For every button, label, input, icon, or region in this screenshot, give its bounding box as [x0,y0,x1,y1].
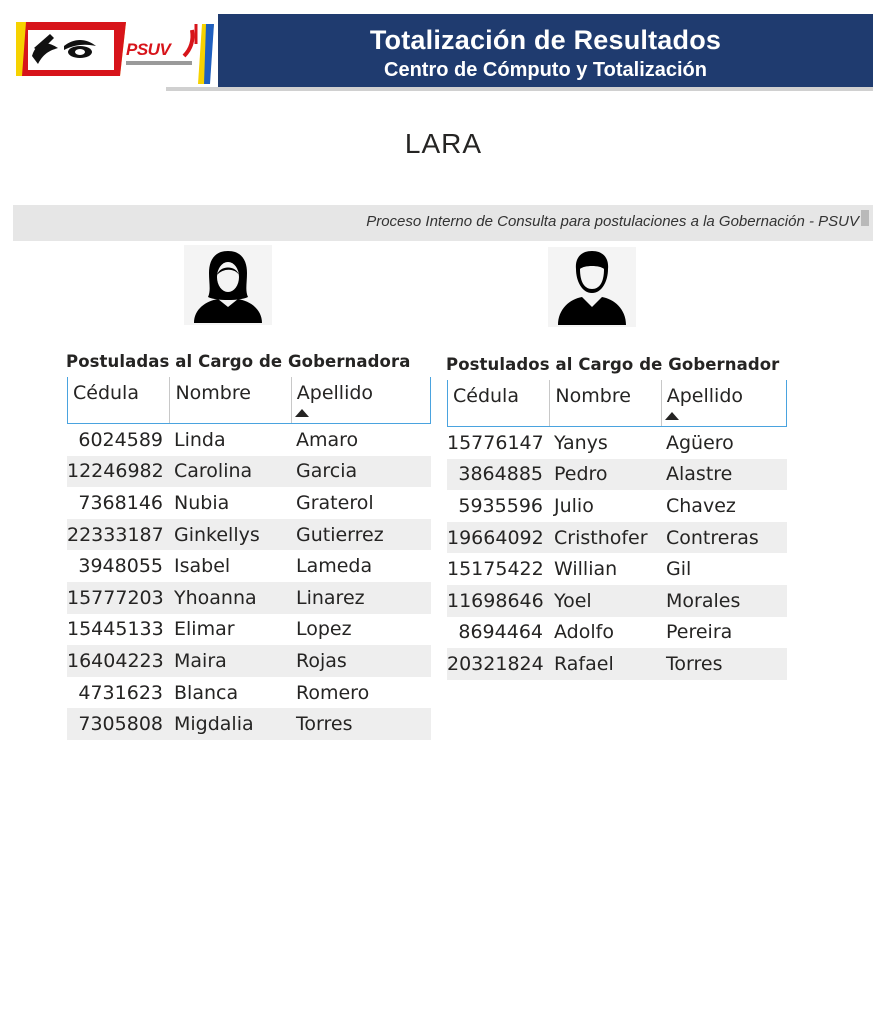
table-row[interactable] [447,585,787,617]
cell-nombre: Isabel [174,555,231,578]
cell-nombre: Pedro [554,463,608,486]
cell-cedula: 12246982 [67,460,164,483]
cell-nombre: Yanys [554,431,608,454]
psuv-logo-text: PSUV [126,40,171,59]
table-header [67,377,431,424]
cell-cedula: 19664092 [447,526,544,549]
table-row[interactable] [67,614,431,646]
column-header-apellido[interactable] [291,377,430,423]
table-row[interactable] [67,519,431,551]
cell-nombre: Linda [174,428,226,451]
column-header-label: Apellido [666,385,744,407]
header-title: Totalización de Resultados [369,25,722,55]
sort-ascending-icon [295,409,309,417]
banner-scroll-handle[interactable] [861,210,869,226]
column-header-label: Apellido [296,382,374,404]
cell-apellido: Lopez [296,618,352,641]
psuv-flag-logo-icon [14,20,132,76]
cell-apellido: Graterol [296,491,374,514]
cell-nombre: Yhoanna [174,586,257,609]
male-user-icon [548,247,636,327]
cell-apellido: Amaro [296,428,359,451]
table-row[interactable] [447,553,787,585]
cell-nombre: Carolina [174,460,253,483]
cell-cedula: 7368146 [78,491,163,514]
cell-cedula: 15776147 [447,431,544,454]
table-row[interactable] [67,645,431,677]
column-header-cedula[interactable]: Cédula [73,382,139,404]
cell-cedula: 15777203 [67,586,164,609]
cell-cedula: 20321824 [447,652,544,675]
column-header-apellido[interactable] [661,380,786,426]
cell-cedula: 4731623 [78,681,163,704]
cell-apellido: Torres [296,713,353,736]
header-divider [166,87,873,91]
cell-apellido: Pereira [666,621,733,644]
female-table-body [67,424,431,740]
table-row[interactable] [67,550,431,582]
cell-apellido: Contreras [666,526,759,549]
table-header [447,380,787,427]
cell-cedula: 15175422 [447,558,544,581]
table-row[interactable] [447,427,787,459]
column-header-nombre[interactable]: Nombre [169,377,290,423]
female-candidates-table [67,377,431,740]
male-candidates-table [447,380,787,680]
column-header-nombre[interactable]: Nombre [549,380,660,426]
male-table-title: Postulados al Cargo de Gobernador [446,355,780,374]
table-row[interactable] [447,522,787,554]
cell-cedula: 16404223 [67,649,164,672]
cell-apellido: Alastre [666,463,733,486]
cell-apellido: Agüero [666,431,734,454]
psuv-logo [14,14,214,88]
header-subtitle: Centro de Cómputo y Totalización [384,59,707,81]
cell-cedula: 15445133 [67,618,164,641]
female-user-icon [184,245,272,325]
table-row[interactable] [67,487,431,519]
cell-apellido: Romero [296,681,370,704]
cell-nombre: Julio [554,494,594,517]
flag-stripes-logo-icon [168,20,214,84]
cell-nombre: Willian [554,558,618,581]
cell-apellido: Gil [666,558,692,581]
female-table-title: Postuladas al Cargo de Gobernadora [66,352,411,371]
cell-nombre: Elimar [174,618,235,641]
table-row[interactable] [447,490,787,522]
cell-cedula: 5935596 [458,494,543,517]
cell-cedula: 8694464 [458,621,543,644]
cell-apellido: Gutierrez [296,523,384,546]
cell-nombre: Blanca [174,681,239,704]
cell-cedula: 22333187 [67,523,164,546]
cell-cedula: 11698646 [447,589,544,612]
cell-cedula: 3864885 [458,463,543,486]
column-header-cedula[interactable]: Cédula [453,385,519,407]
table-row[interactable] [67,424,431,456]
male-table-body [447,427,787,680]
table-row[interactable] [67,582,431,614]
cell-nombre: Nubia [174,491,230,514]
process-banner-text: Proceso Interno de Consulta para postulaciones a la Gobernación - PSUV [366,213,859,230]
table-row[interactable] [447,459,787,491]
cell-nombre: Adolfo [554,621,614,644]
cell-cedula: 3948055 [78,555,163,578]
process-banner [13,205,873,241]
page-title: LARA [404,128,483,159]
cell-apellido: Morales [666,589,741,612]
cell-apellido: Torres [666,652,723,675]
cell-apellido: Rojas [296,649,347,672]
sort-ascending-icon [665,412,679,420]
cell-apellido: Lameda [296,555,373,578]
table-row[interactable] [67,456,431,488]
cell-apellido: Chavez [666,494,736,517]
cell-cedula: 6024589 [78,428,163,451]
cell-nombre: Maira [174,649,227,672]
cell-nombre: Migdalia [174,713,254,736]
cell-cedula: 7305808 [78,713,163,736]
cell-nombre: Cristhofer [554,526,648,549]
cell-apellido: Garcia [296,460,358,483]
cell-nombre: Yoel [554,589,592,612]
table-row[interactable] [447,648,787,680]
cell-apellido: Linarez [296,586,365,609]
cell-nombre: Ginkellys [174,523,260,546]
header-banner [218,14,873,87]
table-row[interactable] [447,617,787,649]
cell-nombre: Rafael [554,652,614,675]
table-row[interactable] [67,677,431,709]
table-row[interactable] [67,708,431,740]
